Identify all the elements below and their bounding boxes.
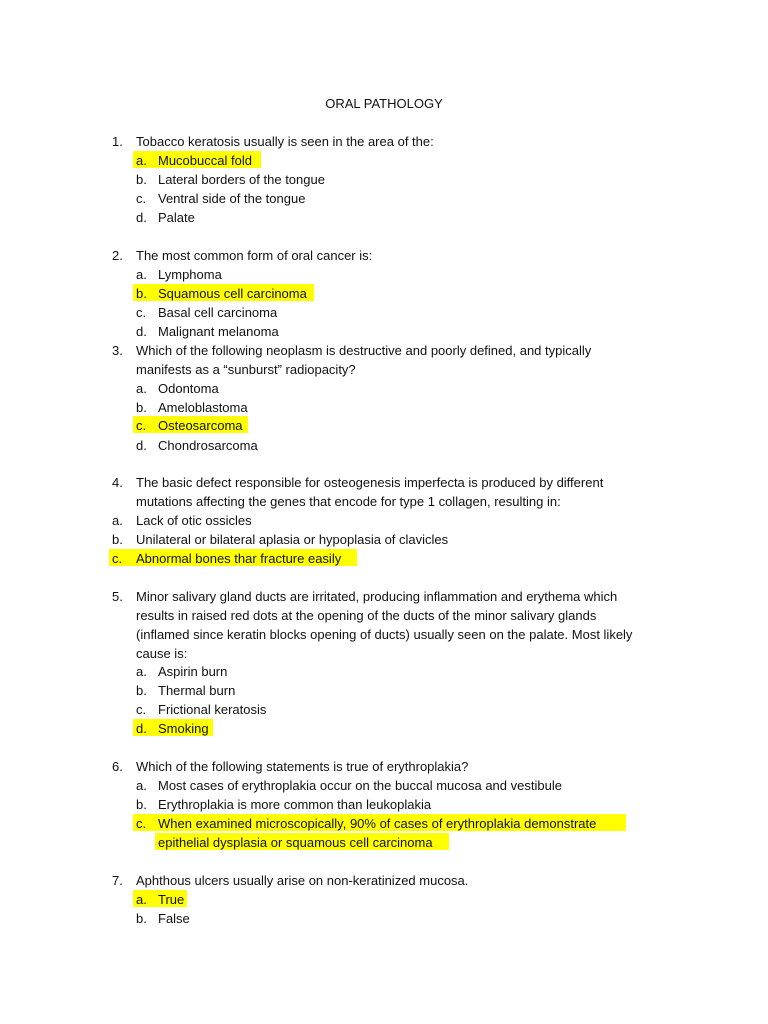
question-4-text: The basic defect responsible for osteogenesis imperfecta is produced by different [136,475,604,490]
option-letter: b. [136,172,147,187]
option-text: Frictional keratosis [158,702,267,717]
option-text: False [158,911,190,926]
option-text: Ventral side of the tongue [158,191,306,206]
question-6-number: 6. [112,759,123,774]
question-3-text-line2: manifests as a “sunburst” radiopacity? [136,362,356,377]
option-letter: c. [136,816,147,831]
question-5-text-line3: (inflamed since keratin blocks opening of ducts) usually seen on the palate. Most likely [136,627,633,642]
option-text: Lateral borders of the tongue [158,172,325,187]
question-4-text-line2: mutations affecting the genes that encode for type 1 collagen, resulting in: [136,494,561,509]
option-text: Palate [158,210,195,225]
option-text: Malignant melanoma [158,324,279,339]
option-text: Smoking [158,721,209,736]
option-text-line2: epithelial dysplasia or squamous cell carcinoma [158,835,433,850]
option-text: Ameloblastoma [158,400,248,415]
option-letter: d. [136,324,147,339]
question-2-text: The most common form of oral cancer is: [136,248,373,263]
option-text: Thermal burn [158,683,236,698]
option-text: Mucobuccal fold [158,153,252,168]
option-text: Odontoma [158,381,219,396]
option-letter: c. [136,191,147,206]
option-letter: a. [136,778,147,793]
question-1-number: 1. [112,134,123,149]
question-7-text: Aphthous ulcers usually arise on non-keratinized mucosa. [136,873,469,888]
option-letter: a. [112,513,123,528]
option-text: Unilateral or bilateral aplasia or hypoplasia of clavicles [136,532,449,547]
option-text: Erythroplakia is more common than leukoplakia [158,797,432,812]
question-5-text: Minor salivary gland ducts are irritated, producing inflammation and erythema which [136,589,618,604]
question-2-number: 2. [112,248,123,263]
option-text: Osteosarcoma [158,418,243,433]
option-letter: c. [112,551,123,566]
option-text: Aspirin burn [158,664,228,679]
option-text: Lack of otic ossicles [136,513,252,528]
option-letter: b. [136,797,147,812]
question-6-text: Which of the following statements is true of erythroplakia? [136,759,469,774]
option-text: True [158,892,185,907]
option-letter: a. [136,664,147,679]
option-letter: d. [136,721,147,736]
option-letter: c. [136,418,147,433]
option-text: Lymphoma [158,267,222,282]
question-4-number: 4. [112,475,123,490]
option-letter: a. [136,267,147,282]
option-letter: b. [112,532,123,547]
option-letter: b. [136,286,147,301]
option-letter: b. [136,683,147,698]
option-letter: d. [136,438,147,453]
question-1-text: Tobacco keratosis usually is seen in the area of the: [136,134,434,149]
question-3-number: 3. [112,343,123,358]
question-5-text-line2: results in raised red dots at the opening of the ducts of the minor salivary glands [136,608,597,623]
question-5-number: 5. [112,589,123,604]
option-letter: d. [136,210,147,225]
option-letter: c. [136,305,147,320]
question-7-number: 7. [112,873,123,888]
option-letter: b. [136,911,147,926]
option-letter: a. [136,381,147,396]
option-text: Most cases of erythroplakia occur on the buccal mucosa and vestibule [158,778,562,793]
option-letter: a. [136,153,147,168]
question-5-text-line4: cause is: [136,646,188,661]
option-letter: a. [136,892,147,907]
option-letter: c. [136,702,147,717]
option-text: Chondrosarcoma [158,438,258,453]
option-letter: b. [136,400,147,415]
document-title: ORAL PATHOLOGY [325,96,443,111]
option-text: Abnormal bones thar fracture easily [136,551,342,566]
option-text: Basal cell carcinoma [158,305,278,320]
option-text: Squamous cell carcinoma [158,286,307,301]
question-3-text: Which of the following neoplasm is destructive and poorly defined, and typically [136,343,592,358]
option-text: When examined microscopically, 90% of cases of erythroplakia demonstrate [158,816,597,831]
